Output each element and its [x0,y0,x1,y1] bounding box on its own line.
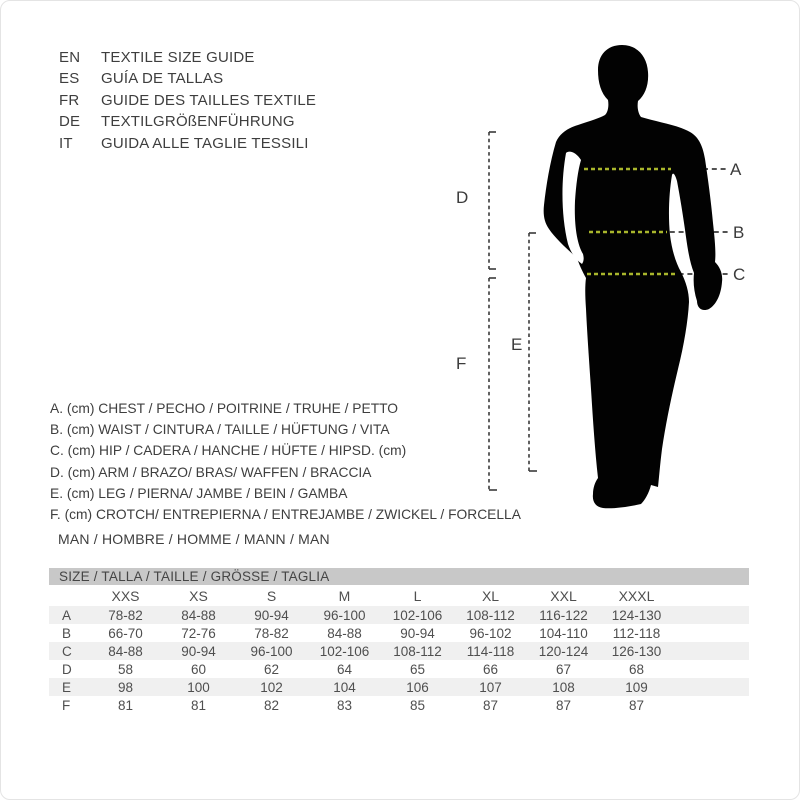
size-header: S [266,587,277,604]
cell: 64 [336,661,353,677]
size-table [49,585,749,714]
cell: 60 [190,661,207,677]
figure-label-crotch: F [456,354,467,373]
size-header-blank [673,585,749,606]
cell: 100 [187,679,210,695]
table-row [49,642,749,660]
cell-blank [673,606,749,624]
language-row [59,111,316,132]
cell: 106 [406,679,429,695]
table-row [49,624,749,642]
size-header-row [49,585,749,606]
size-header: XXS [111,587,140,604]
language-code: ES [59,70,80,88]
cell: 72-76 [181,625,216,641]
language-title: TEXTILE SIZE GUIDE [101,49,255,66]
cell: 108 [552,679,575,695]
cell: 67 [555,661,572,677]
language-title-list [59,47,316,154]
cell: 58 [117,661,134,677]
cell: 108-112 [466,607,515,623]
language-row [59,90,316,111]
cell: 87 [555,697,572,713]
cell-blank [673,696,749,714]
size-header-blank [49,585,89,606]
cell-blank [673,624,749,642]
cell-blank [673,678,749,696]
language-title: GUÍA DE TALLAS [101,70,224,88]
table-row [49,696,749,714]
cell: 112-118 [612,625,661,641]
language-title: TEXTILGRÖßENFÜHRUNG [101,113,295,131]
man-silhouette [544,45,723,508]
size-header: XL [481,587,500,604]
cell: 124-130 [611,607,662,623]
size-header: L [413,587,422,604]
row-label: D [62,661,72,677]
cell: 96-100 [250,643,293,659]
cell: 81 [117,697,134,713]
size-header: XXL [550,587,577,604]
row-label: F [62,697,71,713]
cell: 126-130 [611,643,662,659]
size-table-section [49,568,749,714]
measurement-line-hip: C. (cm) HIP / CADERA / HANCHE / HÜFTE / HIPSD. (cm) [50,443,407,459]
cell: 90-94 [181,643,216,659]
size-table-title: SIZE / TALLA / TAILLE / GRÖSSE / TAGLIA [49,568,749,585]
size-header: XS [189,587,208,604]
cell: 83 [336,697,353,713]
cell: 104-110 [539,625,588,641]
cell-blank [673,660,749,678]
size-header: XXXL [618,587,655,604]
figure-label-waist: B [733,223,745,242]
cell: 104 [333,679,356,695]
cell: 90-94 [254,607,289,623]
measurement-descriptions [50,398,521,525]
cell: 78-82 [254,625,289,641]
language-code: IT [59,134,73,152]
category-label: MAN / HOMBRE / HOMME / MANN / MAN [58,531,330,547]
cell: 96-100 [323,607,366,623]
measurement-line-chest: A. (cm) CHEST / PECHO / POITRINE / TRUHE / PETTO [50,401,399,416]
cell: 87 [628,697,645,713]
cell: 120-124 [538,643,589,659]
cell: 66-70 [108,625,143,641]
figure-label-chest: A [730,160,742,179]
cell: 96-102 [469,625,512,641]
cell: 108-112 [393,643,442,659]
row-label: B [62,625,72,641]
cell: 82 [263,697,280,713]
cell: 62 [263,661,280,677]
language-code: EN [59,49,81,66]
language-row [59,68,316,89]
figure-label-leg: E [511,335,523,354]
cell: 78-82 [108,607,143,623]
row-label: E [62,679,72,695]
cell: 81 [190,697,207,713]
cell: 109 [625,679,648,695]
cell: 102-106 [392,607,443,623]
cell: 66 [482,661,499,677]
language-title: GUIDE DES TAILLES TEXTILE [101,91,317,109]
language-code: DE [59,113,81,131]
cell: 84-88 [108,643,143,659]
row-label: A [62,607,72,623]
measurement-line-arm: D. (cm) ARM / BRAZO/ BRAS/ WAFFEN / BRACCIA [50,464,372,480]
cell: 84-88 [181,607,216,623]
measurement-line-leg: E. (cm) LEG / PIERNA/ JAMBE / BEIN / GAMBA [50,485,348,501]
cell: 116-122 [539,607,588,623]
measurement-line-crotch: F. (cm) CROTCH/ ENTREPIERNA / ENTREJAMBE / ZWICKEL / FORCELLA [50,507,521,523]
cell: 102-106 [319,643,370,659]
table-row [49,678,749,696]
language-title: GUIDA ALLE TAGLIE TESSILI [101,134,309,152]
table-row [49,606,749,624]
language-code: FR [59,91,80,109]
language-row [59,47,316,68]
cell: 65 [409,661,426,677]
cell: 114-118 [466,643,515,659]
cell-blank [673,642,749,660]
language-row [59,133,316,154]
size-header: M [338,587,351,604]
cell: 102 [260,679,283,695]
row-label: C [62,643,72,659]
cell: 84-88 [327,625,362,641]
figure-label-hip: C [733,265,746,284]
figure-label-arm: D [456,188,469,207]
cell: 68 [628,661,645,677]
table-row [49,660,749,678]
cell: 87 [482,697,499,713]
cell: 85 [409,697,426,713]
cell: 107 [479,679,502,695]
measurement-line-waist: B. (cm) WAIST / CINTURA / TAILLE / HÜFTUNG / VITA [50,422,390,438]
cell: 98 [117,679,134,695]
cell: 90-94 [400,625,435,641]
